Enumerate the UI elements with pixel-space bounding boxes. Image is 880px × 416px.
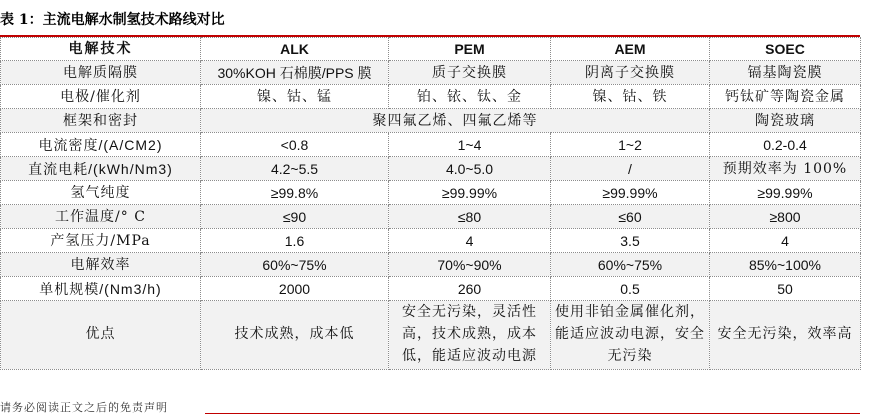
cell-aem: 60%~75% — [551, 253, 710, 277]
table-header-row — [1, 38, 861, 61]
cell-soec: 安全无污染，效率高 — [710, 301, 861, 370]
cell-alk: ≤90 — [201, 205, 389, 229]
row-label: 产氢压力/MPa — [1, 229, 201, 253]
row-label: 直流电耗/(kWh/Nm3) — [1, 157, 201, 181]
cell-aem: 0.5 — [551, 277, 710, 301]
cell-alk: <0.8 — [201, 133, 389, 157]
table-row — [1, 85, 861, 109]
cell-alk: 30%KOH 石棉膜/PPS 膜 — [201, 61, 389, 85]
cell-aem: 3.5 — [551, 229, 710, 253]
table-row — [1, 277, 861, 301]
row-label: 电流密度/(A/CM2) — [1, 133, 201, 157]
header-alk: ALK — [201, 38, 389, 61]
cell-soec: 0.2-0.4 — [710, 133, 861, 157]
row-label: 电解质隔膜 — [1, 61, 201, 85]
cell-aem: 镍、钴、铁 — [551, 85, 710, 109]
cell-alk: 4.2~5.5 — [201, 157, 389, 181]
cell-pem: ≥99.99% — [389, 181, 551, 205]
cell-pem: 安全无污染，灵活性高，技术成熟，成本低，能适应波动电源 — [389, 301, 551, 370]
cell-soec: 陶瓷玻璃 — [710, 109, 861, 133]
cell-aem: 阴离子交换膜 — [551, 61, 710, 85]
cell-alk: 60%~75% — [201, 253, 389, 277]
row-label: 框架和密封 — [1, 109, 201, 133]
cell-alk: 2000 — [201, 277, 389, 301]
table-row — [1, 253, 861, 277]
cell-soec: 预期效率为 100% — [710, 157, 861, 181]
cell-pem: 质子交换膜 — [389, 61, 551, 85]
footer-rule — [205, 413, 860, 414]
cell-alk: 镍、钴、锰 — [201, 85, 389, 109]
cell-aem: ≥99.99% — [551, 181, 710, 205]
cell-soec: 钙钛矿等陶瓷金属 — [710, 85, 861, 109]
table-row — [1, 229, 861, 253]
cell-pem: 4.0~5.0 — [389, 157, 551, 181]
row-label: 电极/催化剂 — [1, 85, 201, 109]
cell-aem: 1~2 — [551, 133, 710, 157]
cell-soec: ≥99.99% — [710, 181, 861, 205]
cell-alk: 1.6 — [201, 229, 389, 253]
electrolysis-comparison-table — [0, 37, 861, 370]
cell-pem: 1~4 — [389, 133, 551, 157]
table-caption: 表 1：主流电解水制氢技术路线对比 — [0, 12, 225, 28]
cell-pem: 70%~90% — [389, 253, 551, 277]
cell-alk: 技术成熟，成本低 — [201, 301, 389, 370]
table-row — [1, 157, 861, 181]
cell-soec: ≥800 — [710, 205, 861, 229]
disclaimer-footnote: 请务必阅读正文之后的免责声明 — [0, 401, 168, 414]
cell-soec: 镉基陶瓷膜 — [710, 61, 861, 85]
cell-soec: 85%~100% — [710, 253, 861, 277]
cell-aem: 使用非铂金属催化剂，能适应波动电源，安全无污染 — [551, 301, 710, 370]
cell-soec: 4 — [710, 229, 861, 253]
table-row — [1, 133, 861, 157]
header-technology: 电解技术 — [1, 38, 201, 61]
cell-alk: ≥99.8% — [201, 181, 389, 205]
table-row — [1, 109, 861, 133]
header-soec: SOEC — [710, 38, 861, 61]
cell-aem: ≤60 — [551, 205, 710, 229]
cell-soec: 50 — [710, 277, 861, 301]
cell-merged-alk-pem-aem: 聚四氟乙烯、四氟乙烯等 — [201, 109, 710, 133]
row-label: 氢气纯度 — [1, 181, 201, 205]
cell-pem: 4 — [389, 229, 551, 253]
cell-pem: ≤80 — [389, 205, 551, 229]
header-aem: AEM — [551, 38, 710, 61]
table-row — [1, 205, 861, 229]
cell-pem: 260 — [389, 277, 551, 301]
table-row — [1, 61, 861, 85]
row-label: 电解效率 — [1, 253, 201, 277]
header-pem: PEM — [389, 38, 551, 61]
row-label: 单机规模/(Nm3/h) — [1, 277, 201, 301]
row-label: 工作温度/° C — [1, 205, 201, 229]
table-row — [1, 181, 861, 205]
table-row — [1, 301, 861, 370]
cell-pem: 铂、铱、钛、金 — [389, 85, 551, 109]
cell-aem: / — [551, 157, 710, 181]
row-label: 优点 — [1, 301, 201, 370]
